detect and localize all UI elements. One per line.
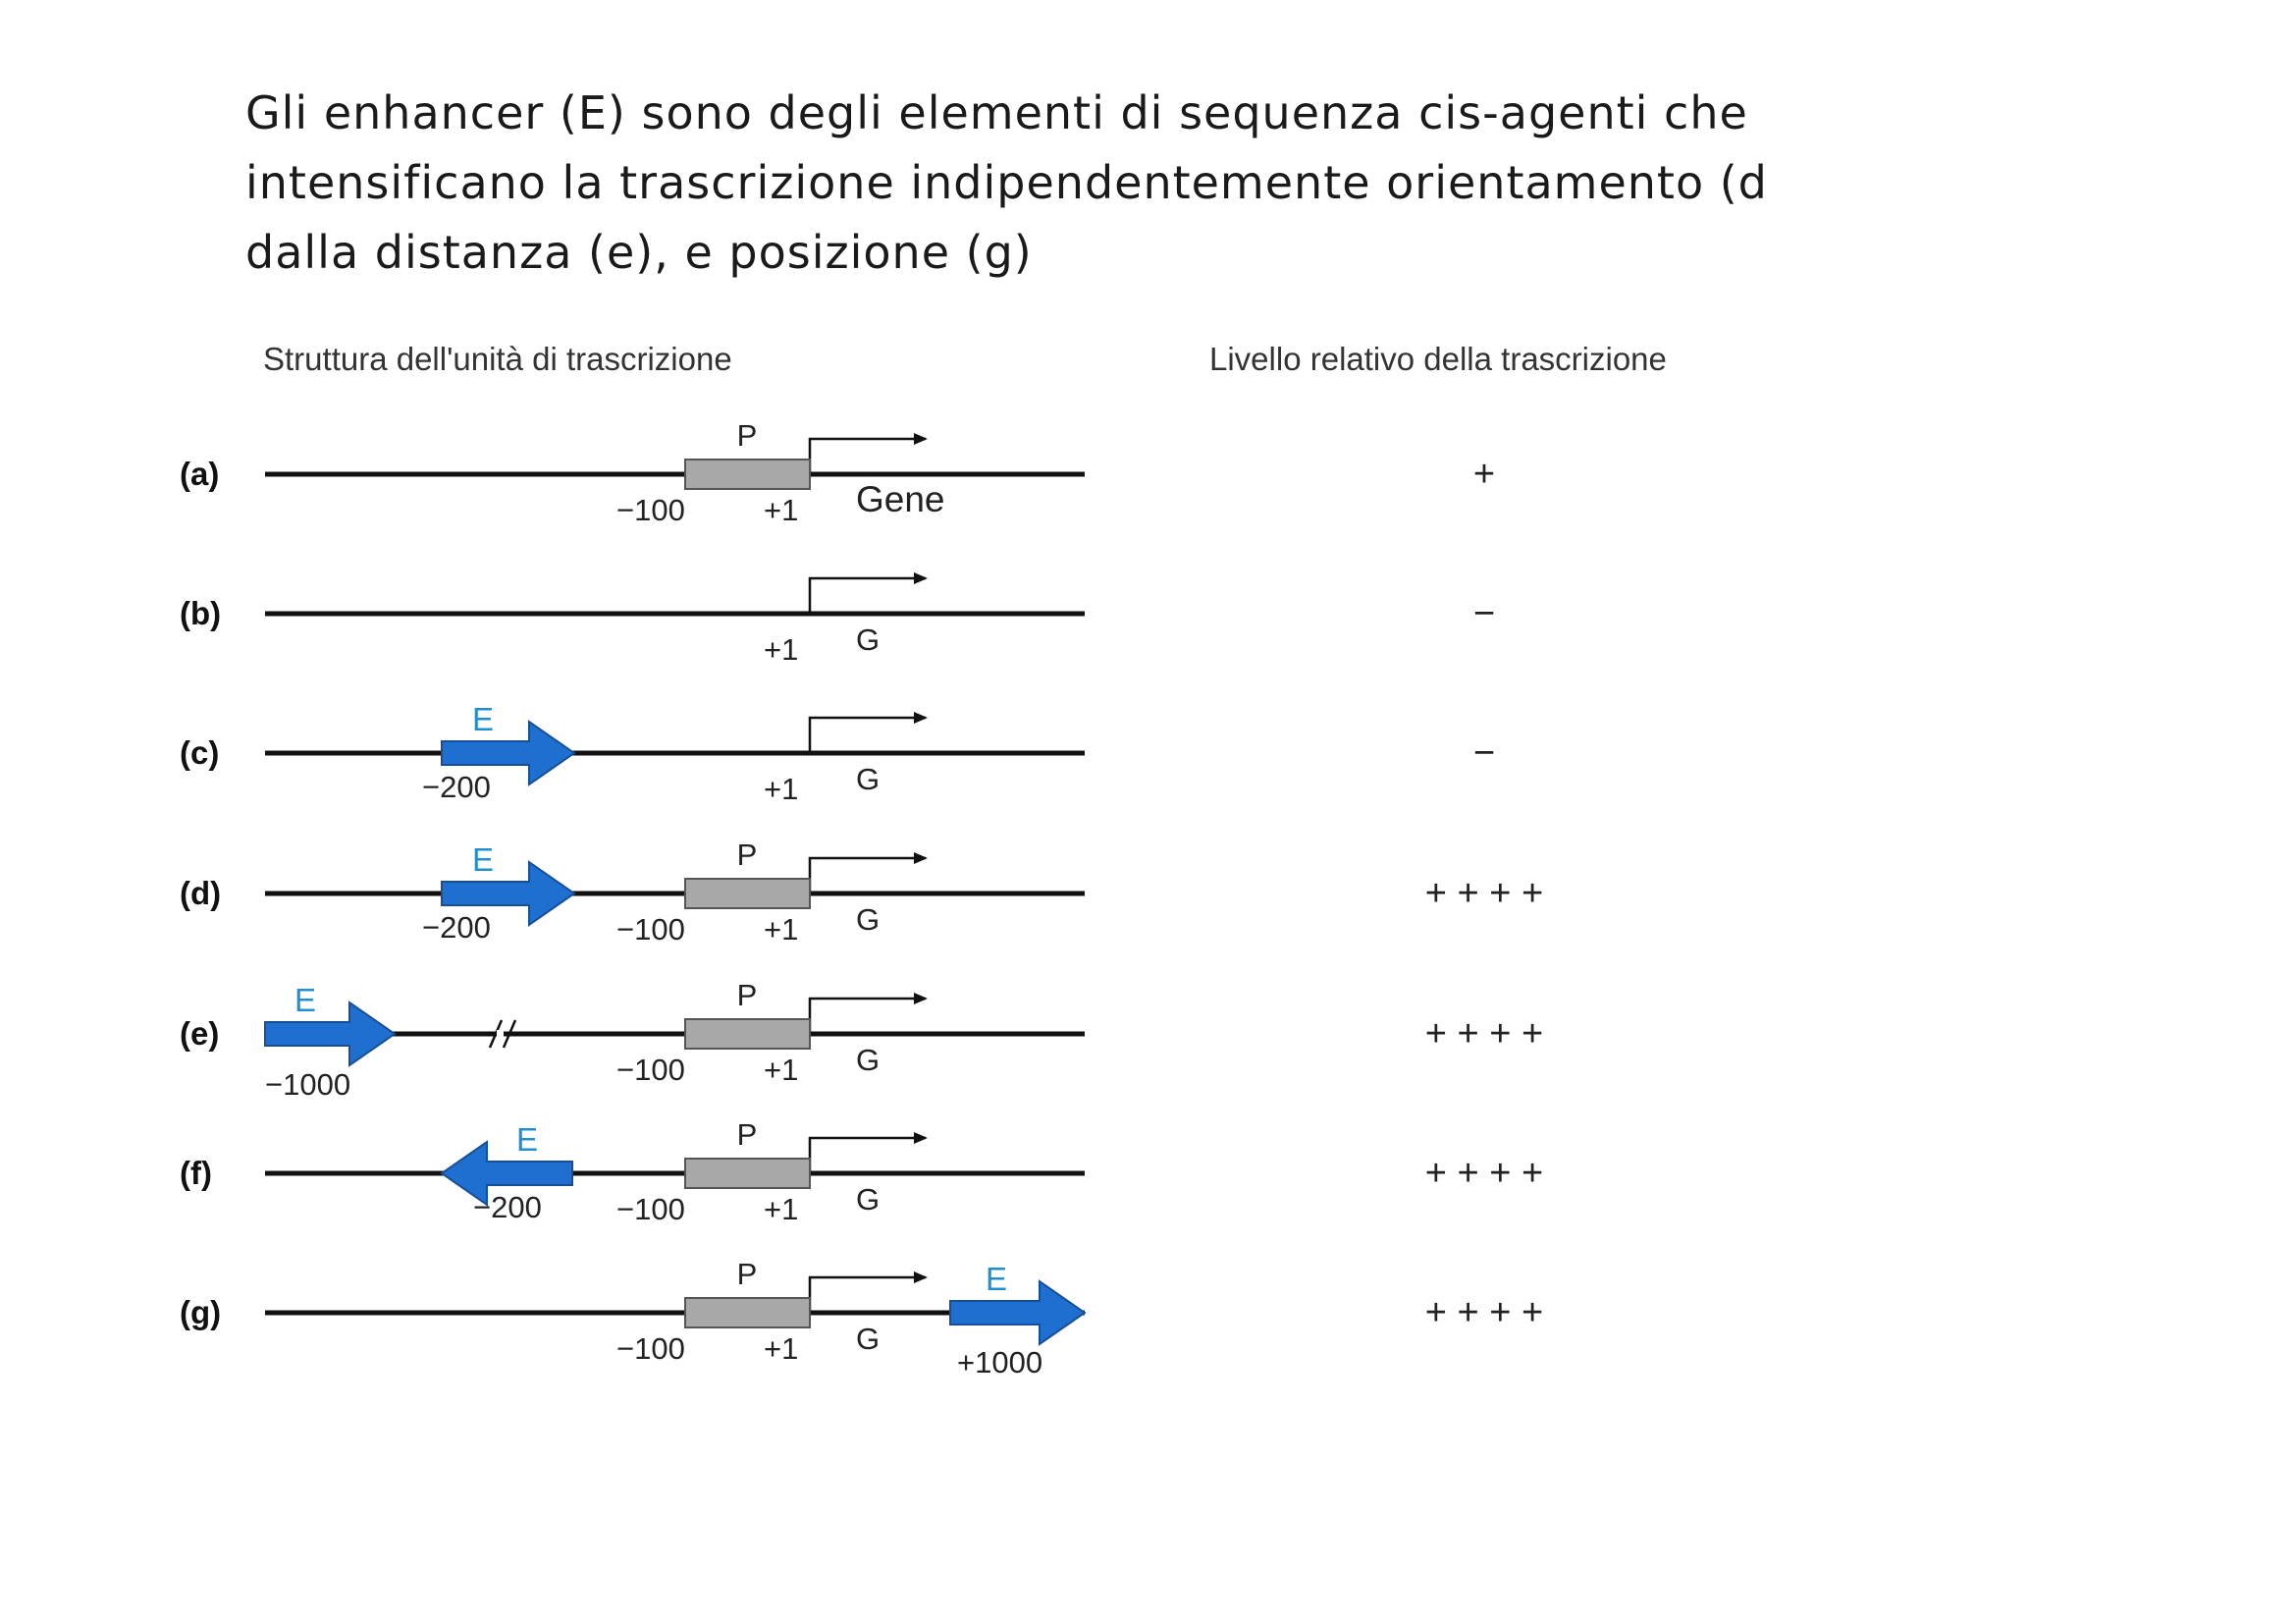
row-a [180,418,1495,527]
row-label: (e) [180,1015,220,1052]
transcription-start-arrow [810,578,926,614]
enhancer-label: E [985,1261,1008,1297]
start-position: +1 [764,912,799,947]
transcription-start-arrow [810,858,926,893]
enhancer-position: −1000 [265,1067,351,1102]
row-label: (g) [180,1294,222,1330]
enhancer-label: E [515,1121,539,1158]
row-label: (c) [180,734,220,771]
row-label: (d) [180,875,222,911]
transcription-start-arrow [810,1138,926,1173]
title-line-1: Gli enhancer (E) sono degli elementi di sequenza cis-agenti che [245,86,1748,139]
gene-label: G [856,762,881,796]
break-gap [497,1030,504,1038]
gene-label: G [856,622,881,657]
enhancer-position: +1000 [957,1345,1043,1380]
start-position: +1 [764,1192,799,1226]
transcription-start-arrow [810,1277,926,1313]
promoter-label: P [736,1117,758,1152]
transcription-level: + [1472,454,1496,495]
promoter-box [685,460,810,489]
enhancer-label: E [471,841,495,878]
transcription-level: + + + + [1424,1153,1544,1194]
gene-label: G [856,1182,881,1217]
start-position: +1 [764,772,799,806]
promoter-label: P [736,1257,758,1291]
start-position: +1 [764,632,799,667]
promoter-label: P [736,838,758,872]
enhancer-arrow [950,1281,1085,1344]
enhancer-position: −200 [422,770,491,804]
transcription-level: − [1472,593,1496,634]
gene-label: Gene [856,479,945,519]
transcription-level: − [1472,732,1496,774]
row-f [180,1117,1543,1226]
rows-layer [180,418,1543,1380]
header-level: Livello relativo della trascrizione [1209,341,1667,377]
transcription-level: + + + + [1424,1013,1544,1055]
enhancer-label: E [471,701,495,737]
promoter-position: −100 [616,1331,685,1366]
row-b [180,578,1495,667]
enhancer-position: −200 [473,1190,542,1224]
row-label: (f) [180,1155,212,1191]
enhancer-arrow [265,1002,395,1065]
promoter-box [685,1298,810,1327]
transcription-level: + + + + [1424,1292,1544,1333]
start-position: +1 [764,1331,799,1366]
enhancer-label: E [294,982,317,1018]
start-position: +1 [764,1053,799,1087]
transcription-start-arrow [810,999,926,1034]
header-structure: Struttura dell'unità di trascrizione [263,341,732,377]
promoter-label: P [736,978,758,1012]
transcription-start-arrow [810,718,926,753]
promoter-position: −100 [616,1192,685,1226]
title-line-2: intensificano la trascrizione indipendentemente orientamento (d [245,156,1768,209]
row-label: (a) [180,456,220,492]
gene-label: G [856,1043,881,1077]
promoter-position: −100 [616,1053,685,1087]
title-line-3: dalla distanza (e), e posizione (g) [245,226,1033,279]
promoter-label: P [736,418,758,453]
start-position: +1 [764,493,799,527]
row-e [180,978,1543,1102]
row-c [180,701,1495,806]
gene-label: G [856,1322,881,1356]
gene-label: G [856,902,881,937]
promoter-box [685,879,810,908]
row-label: (b) [180,595,222,631]
transcription-start-arrow [810,439,926,474]
promoter-box [685,1159,810,1188]
row-d [180,838,1543,947]
transcription-level: + + + + [1424,873,1544,914]
promoter-position: −100 [616,912,685,947]
promoter-box [685,1019,810,1049]
row-g [180,1257,1543,1380]
enhancer-position: −200 [422,910,491,945]
promoter-position: −100 [616,493,685,527]
